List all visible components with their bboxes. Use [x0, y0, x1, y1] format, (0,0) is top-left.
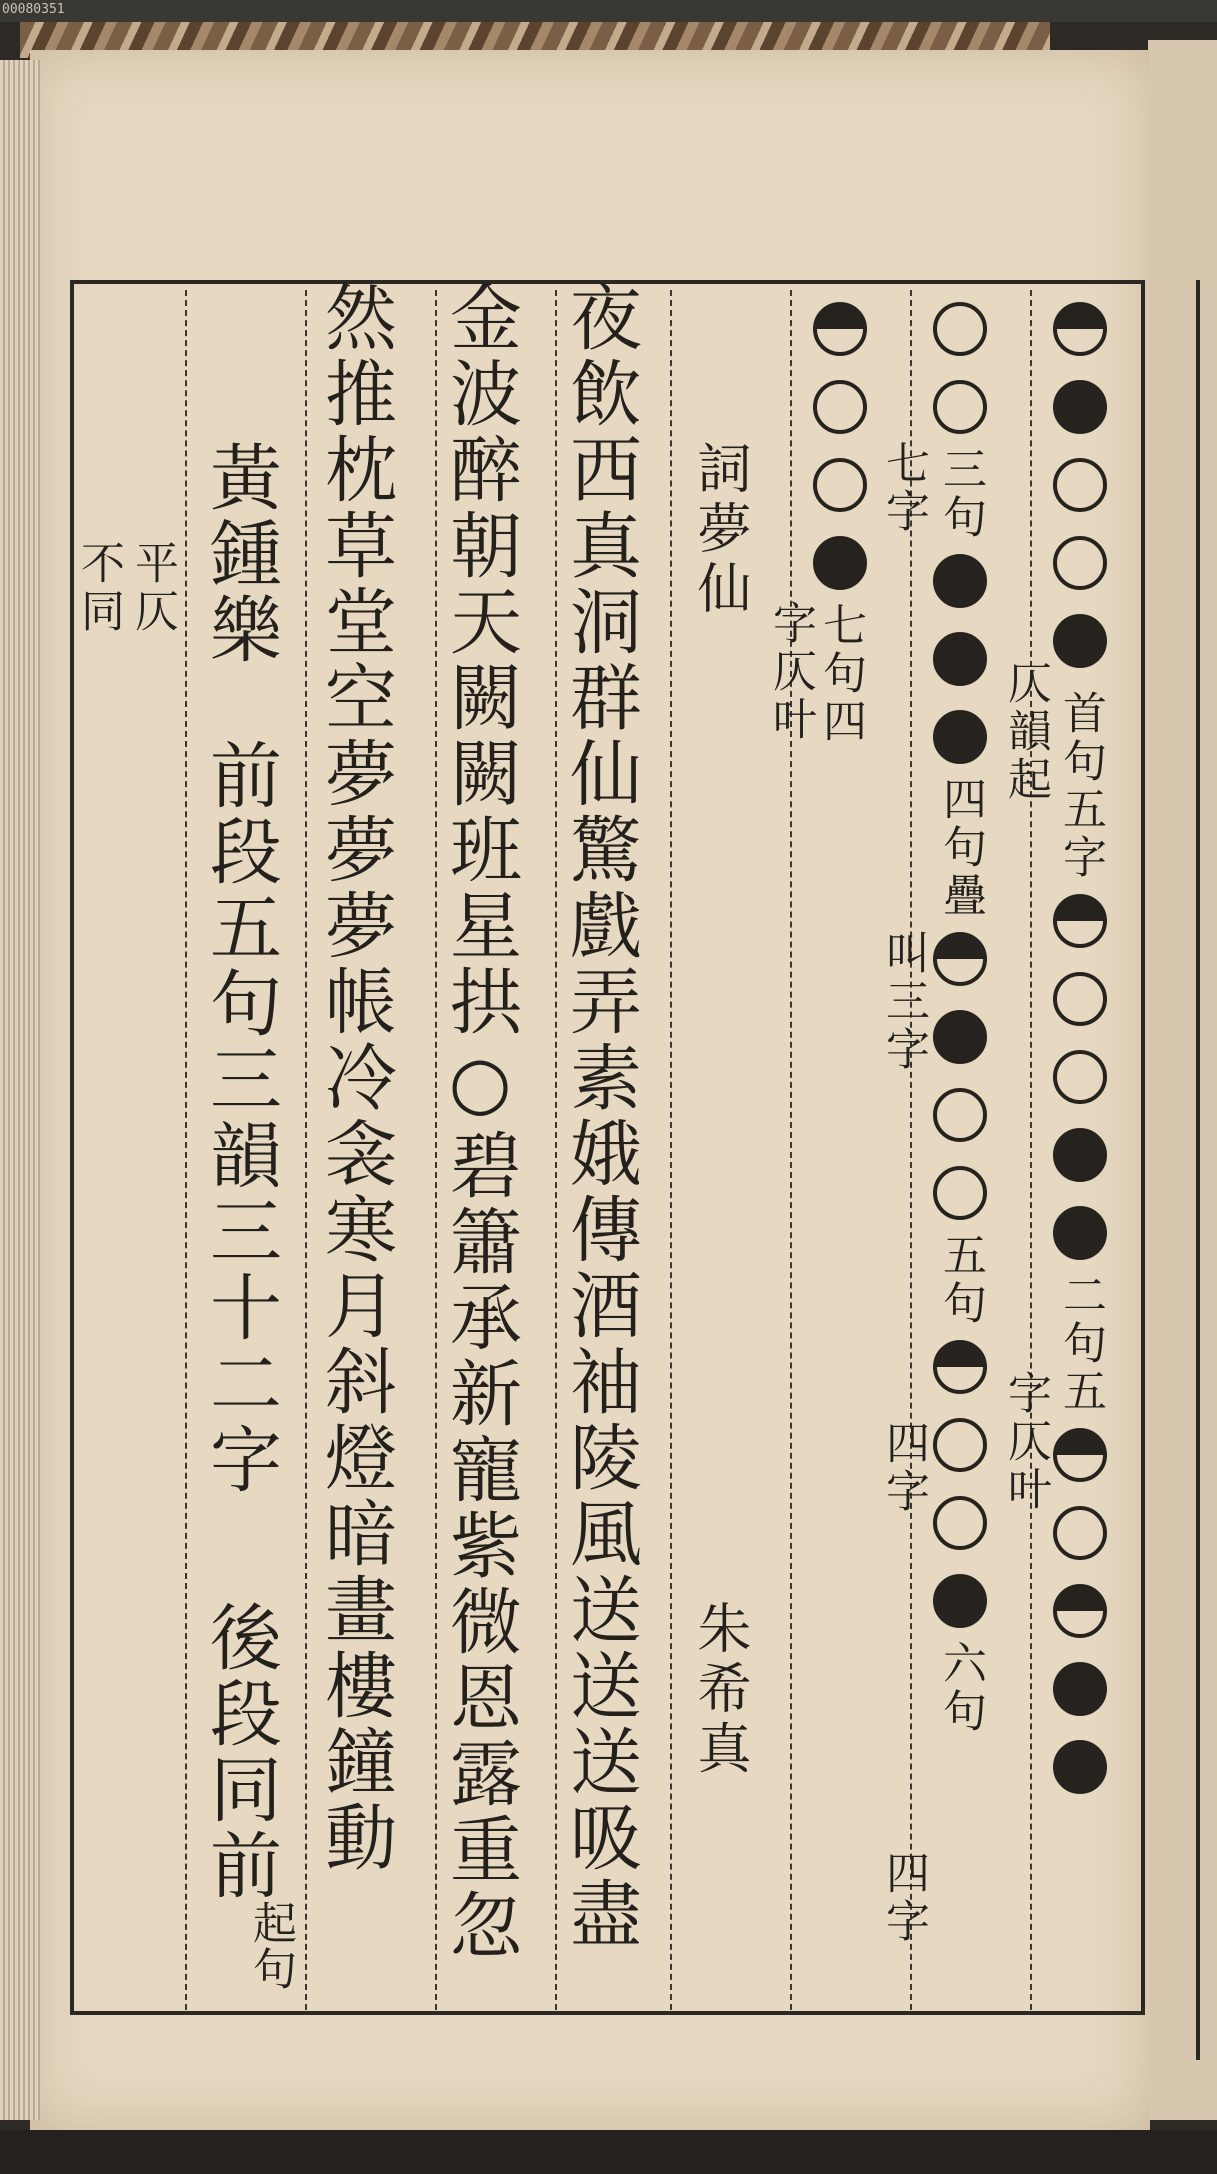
column-divider	[910, 290, 912, 2010]
line-note: 七句四	[815, 602, 866, 746]
half-circle-mark	[933, 1340, 987, 1394]
poem-line: 然推枕草堂空夢夢夢帳冷衾寒月斜燈暗畫樓鐘動	[313, 280, 397, 1876]
tone-pattern-column-1	[1040, 290, 1120, 1806]
open-circle-mark	[813, 380, 867, 434]
author-column	[680, 1600, 760, 1780]
rhyme-note: 二句五	[1055, 1272, 1106, 1416]
half-circle-mark	[1053, 1584, 1107, 1638]
rhyme-note: 字仄叶	[1000, 1370, 1051, 1514]
poem-line: 夜飲西真洞群仙驚戲弄素娥傳酒袖陵風送送送吸盡	[558, 280, 642, 1952]
open-circle-mark	[1053, 536, 1107, 590]
line-note: 四字	[878, 1850, 929, 1946]
column-divider	[435, 290, 437, 2010]
tone-circles-group	[813, 290, 867, 602]
tone-circles-group	[933, 1328, 987, 1640]
line-note: 七字	[878, 440, 929, 536]
line-note-column	[878, 930, 928, 1074]
open-circle-mark	[1053, 972, 1107, 1026]
stanza-small-note	[215, 1900, 325, 1992]
next-tune-column	[200, 440, 280, 1498]
tone-remark: 不同	[73, 540, 124, 636]
rhyme-note-column	[1000, 660, 1050, 804]
filled-circle-mark	[1053, 1662, 1107, 1716]
open-circle-mark	[933, 1166, 987, 1220]
next-tune-tail	[200, 1600, 280, 1904]
line-note: 三句	[935, 446, 986, 542]
half-circle-mark	[813, 302, 867, 356]
scan-bottom-band	[0, 2130, 1217, 2174]
rhyme-note-column	[1000, 1370, 1050, 1514]
filled-circle-mark	[1053, 380, 1107, 434]
line-note-column	[765, 600, 815, 744]
tone-circles-group	[1053, 1416, 1107, 1806]
column-divider	[185, 290, 187, 2010]
half-circle-mark	[1053, 894, 1107, 948]
open-circle-mark	[933, 1418, 987, 1472]
column-divider	[1030, 290, 1032, 2010]
tune-title: 黃鍾樂	[198, 440, 282, 668]
tone-circles-group	[933, 920, 987, 1232]
scan-id-label: 00080351	[2, 2, 65, 17]
poem-text-column-3	[315, 280, 395, 1876]
open-circle-mark	[933, 1496, 987, 1550]
line-note: 四句疊	[935, 776, 986, 920]
line-note: 六句	[935, 1640, 986, 1736]
tone-circles-group	[933, 290, 987, 446]
scan-top-band	[0, 0, 1217, 22]
filled-circle-mark	[1053, 1206, 1107, 1260]
open-circle-mark	[933, 1088, 987, 1142]
open-circle-mark	[933, 380, 987, 434]
poem-title: 詞夢仙	[689, 440, 752, 620]
facing-page-edge	[1148, 40, 1217, 2120]
filled-circle-mark	[933, 554, 987, 608]
poem-line: 金波醉朝天闕闕班星拱○碧簫承新寵紫微恩露重忽	[438, 280, 522, 1964]
stanza-note-small: 起句	[245, 1900, 296, 1992]
line-note-column	[878, 1850, 928, 1946]
line-note: 四字	[878, 1420, 929, 1516]
filled-circle-mark	[1053, 1740, 1107, 1794]
page-stack-edges	[0, 60, 40, 2120]
filled-circle-mark	[933, 710, 987, 764]
line-note-column	[878, 440, 928, 536]
stanza-note: 後段同前	[198, 1600, 282, 1904]
column-divider	[305, 290, 307, 2010]
tone-circles-group	[933, 542, 987, 776]
open-circle-mark	[933, 302, 987, 356]
half-circle-mark	[1053, 302, 1107, 356]
line-note: 叫三字	[878, 930, 929, 1074]
rhyme-note: 仄韻起	[1000, 660, 1051, 804]
half-circle-mark	[1053, 1428, 1107, 1482]
poem-text-column-1	[560, 280, 640, 1952]
stanza-note: 前段五句三韻三十二字	[198, 738, 282, 1498]
tone-circles-group	[1053, 290, 1107, 680]
column-divider	[790, 290, 792, 2010]
filled-circle-mark	[933, 1574, 987, 1628]
filled-circle-mark	[813, 536, 867, 590]
open-circle-mark	[1053, 1050, 1107, 1104]
rhyme-note: 首句五字	[1055, 690, 1106, 882]
open-circle-mark	[1053, 458, 1107, 512]
open-circle-mark	[1053, 1506, 1107, 1560]
poem-title-column	[680, 440, 760, 620]
line-note: 字仄叶	[765, 600, 816, 744]
open-circle-mark	[813, 458, 867, 512]
filled-circle-mark	[1053, 1128, 1107, 1182]
tone-remark: 平仄	[127, 540, 178, 636]
author-name: 朱希真	[689, 1600, 752, 1780]
line-note-column	[878, 1420, 928, 1516]
column-divider	[670, 290, 672, 2010]
tone-remark-column	[70, 540, 180, 636]
poem-text-column-2	[440, 280, 520, 1964]
filled-circle-mark	[933, 632, 987, 686]
tone-circles-group	[1053, 882, 1107, 1272]
filled-circle-mark	[933, 1010, 987, 1064]
column-divider	[555, 290, 557, 2010]
facing-page-rule	[1196, 280, 1200, 2060]
filled-circle-mark	[1053, 614, 1107, 668]
line-note: 五句	[935, 1232, 986, 1328]
tone-pattern-column-2	[920, 290, 1000, 1736]
half-circle-mark	[933, 932, 987, 986]
